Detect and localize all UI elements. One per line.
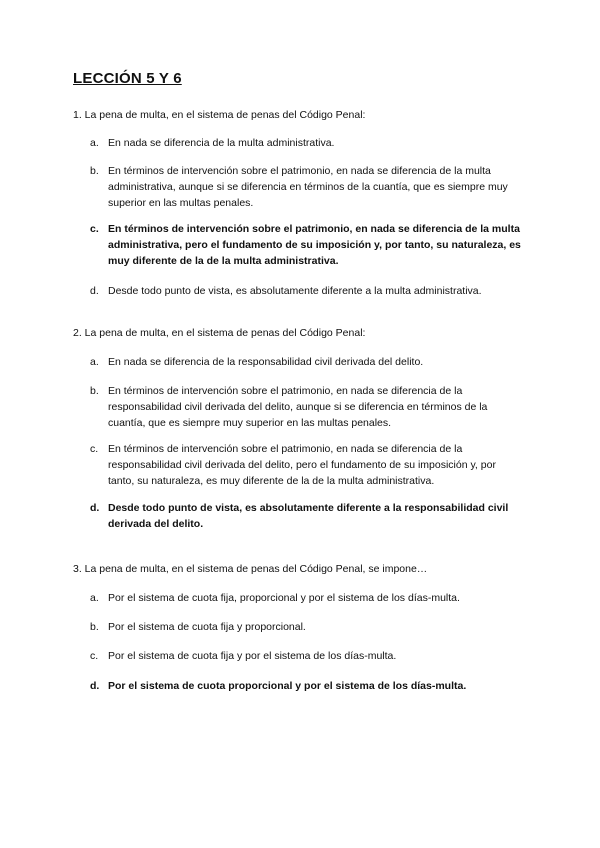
option-text: Por el sistema de cuota fija y proporcional. [108, 621, 306, 633]
q3-option-a[interactable] [90, 590, 522, 606]
option-letter: a. [90, 356, 99, 368]
q1-option-d[interactable] [90, 283, 522, 299]
option-letter: a. [90, 592, 99, 604]
option-text: En nada se diferencia de la responsabilidad civil derivada del delito. [108, 356, 424, 368]
q2-option-b[interactable] [90, 383, 522, 431]
question-2: 2. La pena de multa, en el sistema de penas del Código Penal: [73, 327, 366, 339]
option-letter: c. [90, 223, 99, 235]
option-letter: b. [90, 165, 99, 177]
option-letter: c. [90, 650, 99, 662]
option-text: Desde todo punto de vista, es absolutamente diferente a la multa administrativa. [108, 285, 482, 297]
option-text: Por el sistema de cuota fija, proporcional y por el sistema de los días-multa. [108, 592, 460, 604]
option-text: En términos de intervención sobre el patrimonio, en nada se diferencia de la responsabilidad civil derivada del delito, aunque si se diferencia en términos de la cuantía, que es siempre muy superior en las multas penales. [108, 385, 488, 429]
option-text: Por el sistema de cuota fija y por el sistema de los días-multa. [108, 650, 397, 662]
q2-option-c[interactable] [90, 441, 522, 489]
question-1: 1. La pena de multa, en el sistema de penas del Código Penal: [73, 109, 366, 121]
option-letter: b. [90, 621, 99, 633]
q3-option-d[interactable] [90, 678, 522, 694]
option-text: En nada se diferencia de la multa administrativa. [108, 137, 335, 149]
q3-option-c[interactable] [90, 648, 522, 664]
option-letter: a. [90, 137, 99, 149]
q2-option-d[interactable] [90, 500, 522, 532]
question-3: 3. La pena de multa, en el sistema de penas del Código Penal, se impone… [73, 563, 428, 575]
q3-option-b[interactable] [90, 619, 522, 635]
q1-option-c[interactable] [90, 221, 522, 269]
option-letter: c. [90, 443, 99, 455]
option-text: En términos de intervención sobre el patrimonio, en nada se diferencia de la responsabilidad civil derivada del delito, pero el fundamento de su imposición y, por tanto, su naturaleza, es muy diferente de la de la multa administrativa. [108, 443, 496, 487]
option-letter: d. [90, 502, 100, 514]
page-title: LECCIÓN 5 Y 6 [73, 70, 182, 87]
q2-option-a[interactable] [90, 354, 522, 370]
q1-option-b[interactable] [90, 163, 522, 211]
option-text: Por el sistema de cuota proporcional y por el sistema de los días-multa. [108, 680, 467, 692]
option-text: En términos de intervención sobre el patrimonio, en nada se diferencia de la multa administrativa, aunque si se diferencia en términos de la cuantía, que es siempre muy superior en las multas penales. [108, 165, 508, 209]
option-letter: d. [90, 680, 100, 692]
q1-option-a[interactable] [90, 135, 522, 151]
option-letter: b. [90, 385, 99, 397]
option-text: En términos de intervención sobre el patrimonio, en nada se diferencia de la multa administrativa, pero el fundamento de su imposición y, por tanto, su naturaleza, es muy diferente de la de la multa administrativa. [108, 223, 521, 267]
option-text: Desde todo punto de vista, es absolutamente diferente a la responsabilidad civil derivada del delito. [108, 502, 509, 530]
option-letter: d. [90, 285, 99, 297]
